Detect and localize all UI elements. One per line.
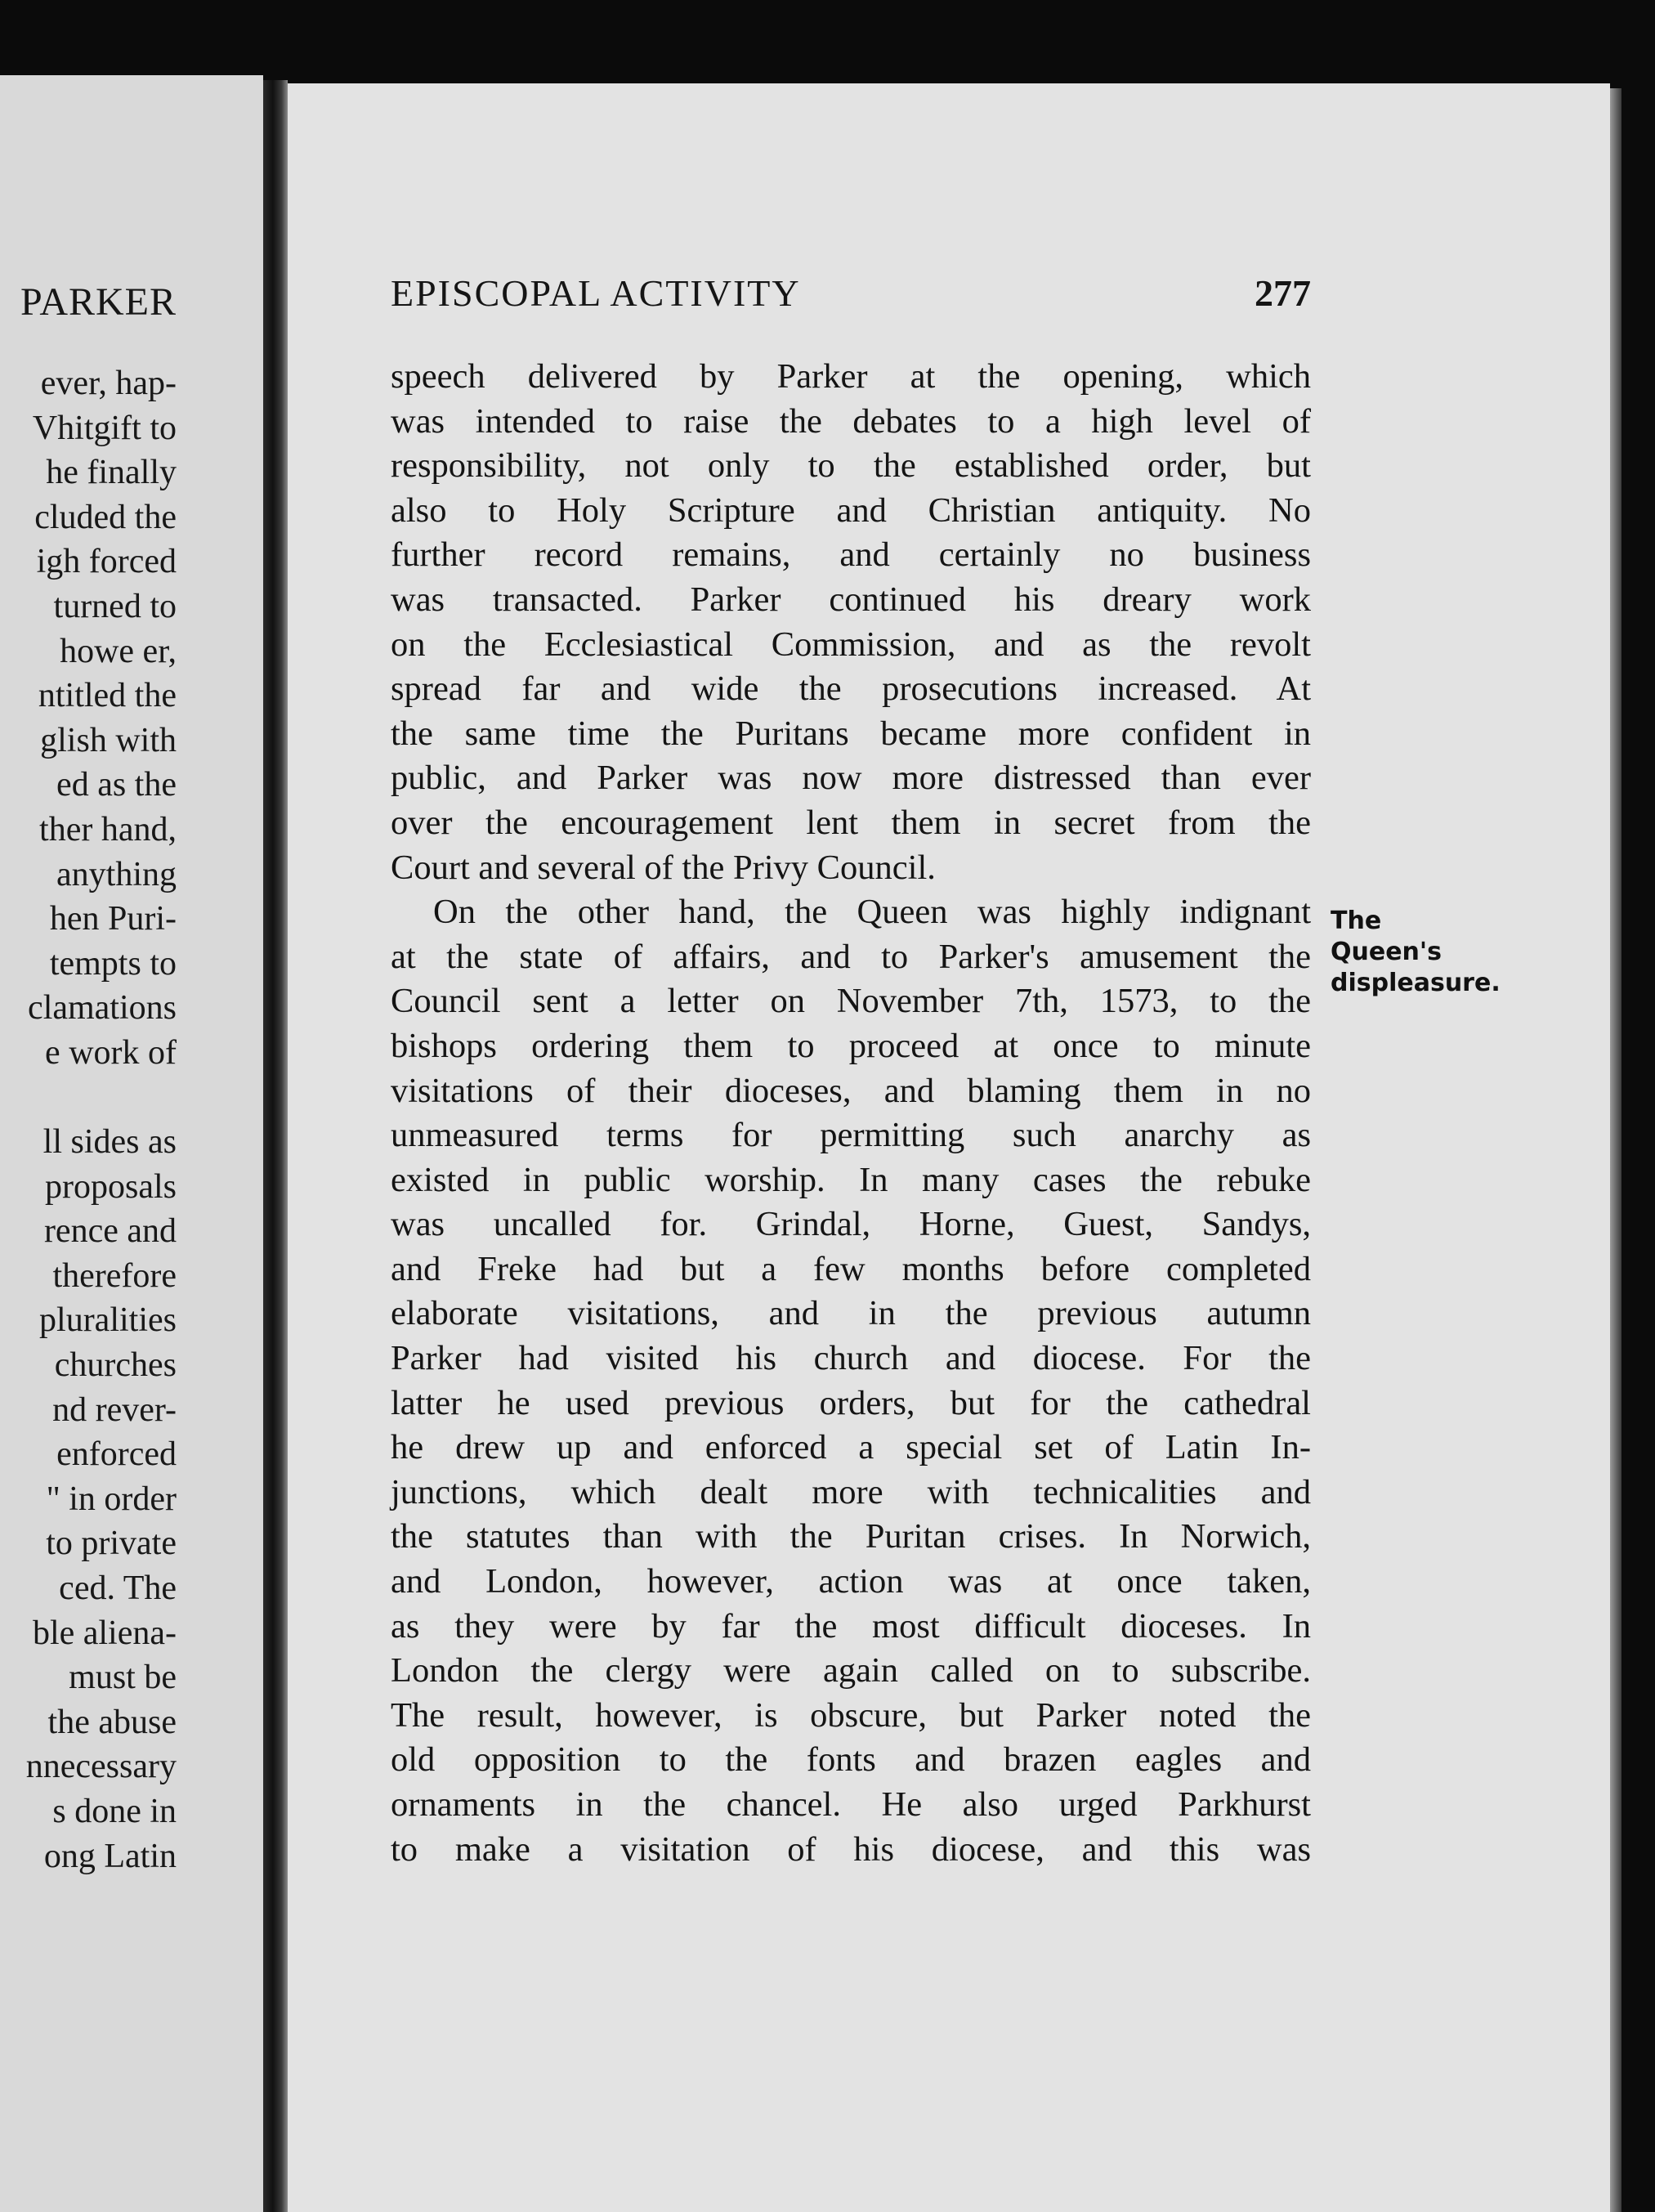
previous-page-line: ble aliena- (32, 1614, 177, 1652)
marginal-note (1331, 906, 1501, 999)
previous-page-line: proposals (45, 1167, 177, 1206)
text-line: spread far and wide the prosecutions increased. At (391, 669, 1311, 709)
marginal-note-line: displeasure. (1331, 969, 1501, 997)
previous-page-line: ther hand, (39, 810, 177, 849)
previous-page-line: enforced (56, 1435, 177, 1474)
text-line: speech delivered by Parker at the opening, which (391, 357, 1311, 396)
previous-page-line: therefore (52, 1256, 177, 1295)
text-line: over the encouragement lent them in secret from the (391, 803, 1311, 842)
text-line: On the other hand, the Queen was highly indignant (433, 893, 1311, 932)
text-line: was intended to raise the debates to a high level of (391, 401, 1311, 441)
previous-page-line: ll sides as (42, 1123, 177, 1162)
previous-page-line: ntitled the (38, 677, 177, 715)
text-line: The result, however, is obscure, but Parker noted the (391, 1695, 1311, 1735)
text-line: at the state of affairs, and to Parker's amusement the (391, 937, 1311, 976)
text-line: and London, however, action was at once taken, (391, 1562, 1311, 1601)
text-line: to make a visitation of his diocese, and this was (391, 1829, 1311, 1869)
text-line: further record remains, and certainly no business (391, 535, 1311, 575)
previous-page (0, 75, 263, 2212)
text-line: unmeasured terms for permitting such anarchy as (391, 1116, 1311, 1155)
running-title: EPISCOPAL ACTIVITY (391, 272, 801, 314)
text-line: the same time the Puritans became more confident in (391, 714, 1311, 753)
text-line: public, and Parker was now more distressed than ever (391, 759, 1311, 798)
text-line: was uncalled for. Grindal, Horne, Guest, Sandys, (391, 1205, 1311, 1244)
previous-page-running-head: PARKER (20, 280, 177, 324)
page-number: 277 (1255, 272, 1311, 314)
text-line: he drew up and enforced a special set of Latin In- (391, 1428, 1311, 1467)
previous-page-line: anything (56, 855, 177, 893)
text-line: also to Holy Scripture and Christian antiquity. No (391, 490, 1311, 530)
previous-page-line: howe er, (60, 632, 177, 670)
previous-page-line: ed as the (56, 766, 177, 804)
text-line: bishops ordering them to proceed at once to minute (391, 1026, 1311, 1065)
text-line: Parker had visited his church and diocese. For the (391, 1339, 1311, 1378)
previous-page-line: tempts to (49, 944, 177, 983)
previous-page-line: clamations (28, 989, 177, 1028)
previous-page-line: e work of (45, 1033, 177, 1072)
text-line: visitations of their dioceses, and blaming them in no (391, 1071, 1311, 1110)
previous-page-line: Vhitgift to (32, 409, 177, 447)
previous-page-line: ever, hap- (40, 365, 177, 402)
text-line: London the clergy were again called on to subscribe. (391, 1651, 1311, 1690)
marginal-note-line: The (1331, 907, 1382, 935)
previous-page-line: ced. The (59, 1569, 177, 1608)
text-line: and Freke had but a few months before completed (391, 1249, 1311, 1288)
previous-page-line: nd rever- (52, 1390, 177, 1429)
text-line: ornaments in the chancel. He also urged Parkhurst (391, 1785, 1311, 1824)
previous-page-line: igh forced (36, 543, 177, 581)
previous-page-text (0, 361, 177, 1878)
text-line: the statutes than with the Puritan crises. In Norwich, (391, 1517, 1311, 1556)
text-line: old opposition to the fonts and brazen eagles and (391, 1740, 1311, 1780)
previous-page-line: turned to (53, 587, 177, 625)
book-spine (263, 80, 288, 2212)
body-text (391, 355, 1311, 1872)
text-line: as they were by far the most difficult dioceses. In (391, 1606, 1311, 1646)
text-line: elaborate visitations, and in the previous autumn (391, 1294, 1311, 1333)
marginal-note-line: Queen's (1331, 938, 1442, 966)
previous-page-line: must be (69, 1659, 177, 1697)
text-line: junctions, which dealt more with technicalities and (391, 1472, 1311, 1511)
text-line: existed in public worship. In many cases the rebuke (391, 1160, 1311, 1199)
previous-page-line: hen Puri- (49, 900, 177, 938)
text-line: responsibility, not only to the established order, but (391, 446, 1311, 486)
previous-page-line: churches (54, 1346, 177, 1385)
previous-page-line: the abuse (47, 1703, 177, 1741)
running-head (391, 271, 1311, 320)
text-line: latter he used previous orders, but for the cathedral (391, 1383, 1311, 1422)
previous-page-line: pluralities (39, 1301, 177, 1340)
previous-page-line: cluded the (34, 498, 177, 536)
previous-page-line: " in order (46, 1480, 177, 1518)
previous-page-line (0, 1076, 177, 1121)
text-line: on the Ecclesiastical Commission, and as the revolt (391, 625, 1311, 664)
text-line: Council sent a letter on November 7th, 1573, to the (391, 982, 1311, 1021)
text-line: Court and several of the Privy Council. (391, 848, 936, 887)
previous-page-line: glish with (40, 721, 177, 759)
page-edge (1610, 88, 1621, 2212)
previous-page-line: he finally (46, 454, 177, 492)
previous-page-line: to private (46, 1525, 177, 1563)
previous-page-line: rence and (43, 1212, 177, 1251)
text-line: was transacted. Parker continued his dreary work (391, 580, 1311, 619)
previous-page-line: s done in (52, 1793, 177, 1830)
previous-page-line: ong Latin (43, 1837, 177, 1875)
previous-page-line: nnecessary (25, 1748, 177, 1786)
